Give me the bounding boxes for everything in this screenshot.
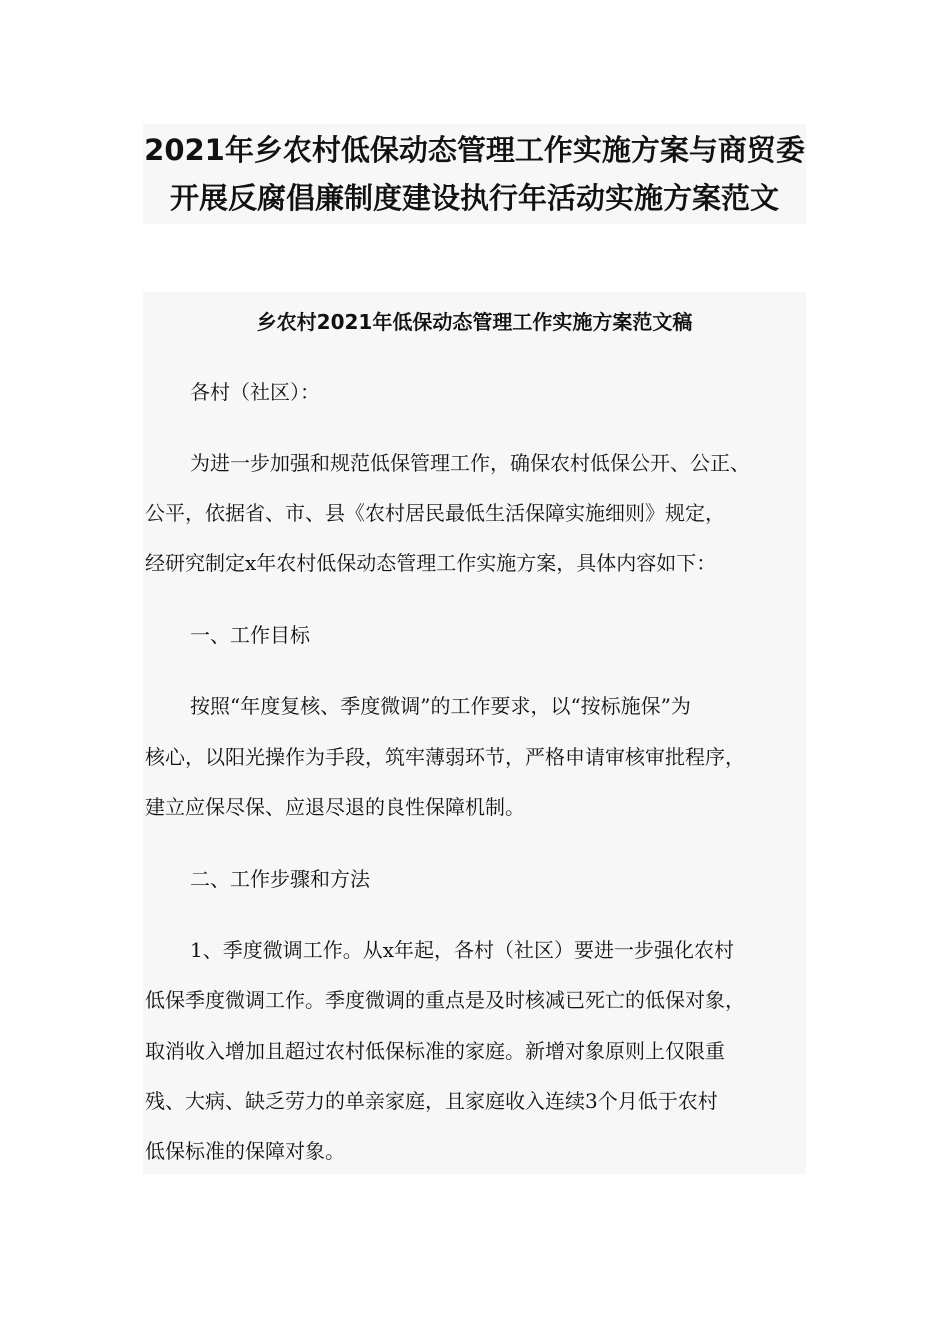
- paragraph-line: 核心，以阳光操作为手段，筑牢薄弱环节，严格申请审核审批程序，: [145, 745, 745, 769]
- section-heading: 二、工作步骤和方法: [190, 867, 370, 891]
- paragraph-line: 经研究制定x年农村低保动态管理工作实施方案，具体内容如下：: [145, 551, 717, 575]
- paragraph-line: 低保标准的保障对象。: [145, 1139, 345, 1163]
- paragraph-line: 1、季度微调工作。从x年起，各村（社区）要进一步强化农村: [190, 938, 735, 962]
- paragraph-line: 为进一步加强和规范低保管理工作，确保农村低保公开、公正、: [190, 451, 750, 475]
- salutation: 各村（社区）：: [190, 380, 320, 404]
- paragraph-line: 低保季度微调工作。季度微调的重点是及时核减已死亡的低保对象，: [145, 988, 745, 1012]
- paragraph-line: 公平，依据省、市、县《农村居民最低生活保障实施细则》规定，: [145, 501, 725, 525]
- paragraph-line: 建立应保尽保、应退尽退的良性保障机制。: [145, 795, 525, 819]
- document-body: [143, 292, 806, 1174]
- paragraph-line: 取消收入增加且超过农村低保标准的家庭。新增对象原则上仅限重: [145, 1039, 725, 1063]
- paragraph-line: 按照“年度复核、季度微调”的工作要求，以“按标施保”为: [190, 694, 691, 718]
- document-title: [143, 124, 806, 224]
- section-subtitle: 乡农村2021年低保动态管理工作实施方案范文稿: [256, 310, 693, 334]
- title-line-2: 开展反腐倡廉制度建设执行年活动实施方案范文: [169, 181, 779, 215]
- title-line-1: 2021年乡农村低保动态管理工作实施方案与商贸委: [144, 133, 805, 167]
- paragraph-line: 残、大病、缺乏劳力的单亲家庭，且家庭收入连续3个月低于农村: [145, 1089, 718, 1113]
- section-heading: 一、工作目标: [190, 623, 310, 647]
